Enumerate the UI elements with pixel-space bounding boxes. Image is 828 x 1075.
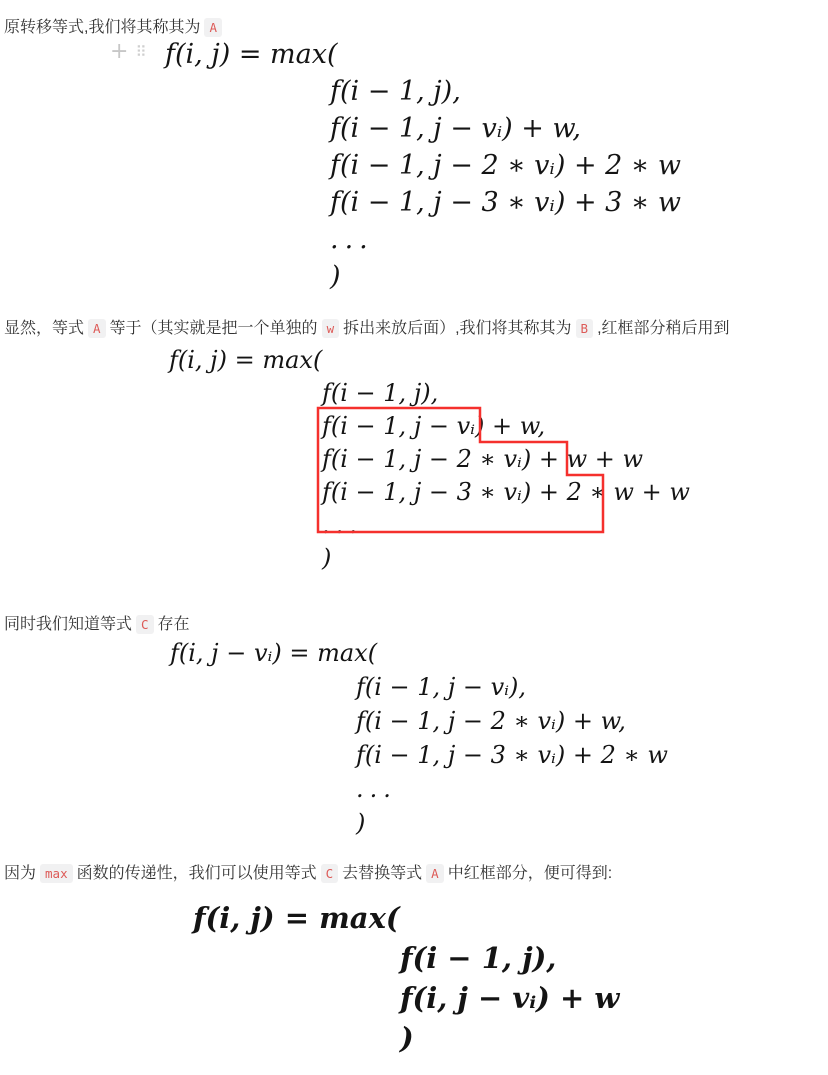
- inline-code-badge-b: B: [576, 319, 594, 338]
- math-block-b: [169, 344, 690, 575]
- math-ellipsis: ...: [330, 224, 374, 255]
- block-controls: [110, 41, 146, 63]
- drag-handle-icon[interactable]: ⠿: [135, 42, 147, 61]
- math-line: f(i − 1, j),: [330, 76, 461, 107]
- paragraph-text: 存在: [157, 616, 190, 633]
- inline-code-badge-a: A: [88, 319, 106, 338]
- math-line: f(i, j − vᵢ) = max(: [170, 639, 378, 667]
- inline-code-badge-w: w: [322, 319, 340, 338]
- math-lines: [322, 377, 690, 575]
- math-line: ): [400, 1021, 414, 1055]
- math-ellipsis: ...: [322, 511, 363, 539]
- paragraph-text: 中红框部分，便可得到:: [447, 865, 613, 882]
- paragraph-text: 因为: [4, 865, 37, 882]
- paragraph-equivalence: [4, 317, 730, 341]
- inline-code-badge-a: A: [426, 864, 444, 883]
- inline-code-badge-c: C: [321, 864, 339, 883]
- paragraph-text: 原转移等式,我们将其称其为: [4, 19, 201, 36]
- math-line: f(i, j) = max(: [193, 901, 400, 935]
- math-line: f(i − 1, j),: [400, 941, 557, 975]
- paragraph-conclusion: [4, 862, 612, 886]
- math-line: ): [356, 809, 366, 837]
- math-block-result: [193, 898, 619, 1058]
- paragraph-text: ,红框部分稍后用到: [597, 320, 730, 337]
- math-line: f(i − 1, j − 3 ∗ vᵢ) + 3 ∗ w: [330, 187, 681, 218]
- math-line: f(i − 1, j − 2 ∗ vᵢ) + 2 ∗ w: [330, 150, 681, 181]
- math-line: f(i − 1, j − 2 ∗ vᵢ) + w + w: [322, 445, 644, 473]
- math-line: ): [322, 544, 332, 572]
- math-line: f(i − 1, j − 3 ∗ vᵢ) + 2 ∗ w: [356, 741, 668, 769]
- math-line: f(i, j) = max(: [169, 346, 323, 374]
- add-block-icon[interactable]: +: [110, 39, 129, 64]
- math-line: f(i − 1, j − vᵢ),: [356, 673, 527, 701]
- math-line: ): [330, 261, 341, 292]
- inline-code-badge-c: C: [136, 615, 154, 634]
- math-lines: [400, 938, 619, 1058]
- math-line: f(i − 1, j − 3 ∗ vᵢ) + 2 ∗ w + w: [322, 478, 690, 506]
- math-ellipsis: ...: [356, 775, 397, 803]
- math-lines: [356, 670, 668, 840]
- paragraph-text: 等于（其实就是把一个单独的: [109, 320, 318, 337]
- math-block-c: [170, 636, 668, 840]
- math-line: f(i − 1, j),: [322, 379, 439, 407]
- math-line: f(i − 1, j − vᵢ) + w,: [322, 412, 546, 440]
- paragraph-equation-c: [4, 613, 190, 637]
- paragraph-text: 函数的传递性，我们可以使用等式: [76, 865, 317, 882]
- paragraph-text: 拆出来放后面）,我们将其称其为: [343, 320, 572, 337]
- paragraph-text: 同时我们知道等式: [4, 616, 133, 633]
- inline-code-badge-max: max: [40, 864, 73, 883]
- paragraph-text: 显然，等式: [4, 320, 85, 337]
- math-block-a: [110, 36, 681, 295]
- math-line: f(i − 1, j − 2 ∗ vᵢ) + w,: [356, 707, 626, 735]
- math-line: f(i, j − vᵢ) + w: [400, 981, 620, 1015]
- inline-code-badge-a: A: [204, 18, 222, 37]
- math-lines: [330, 73, 681, 295]
- math-line: f(i, j) = max(: [165, 39, 338, 70]
- paragraph-text: 去替换等式: [342, 865, 423, 882]
- math-line: f(i − 1, j − vᵢ) + w,: [330, 113, 581, 144]
